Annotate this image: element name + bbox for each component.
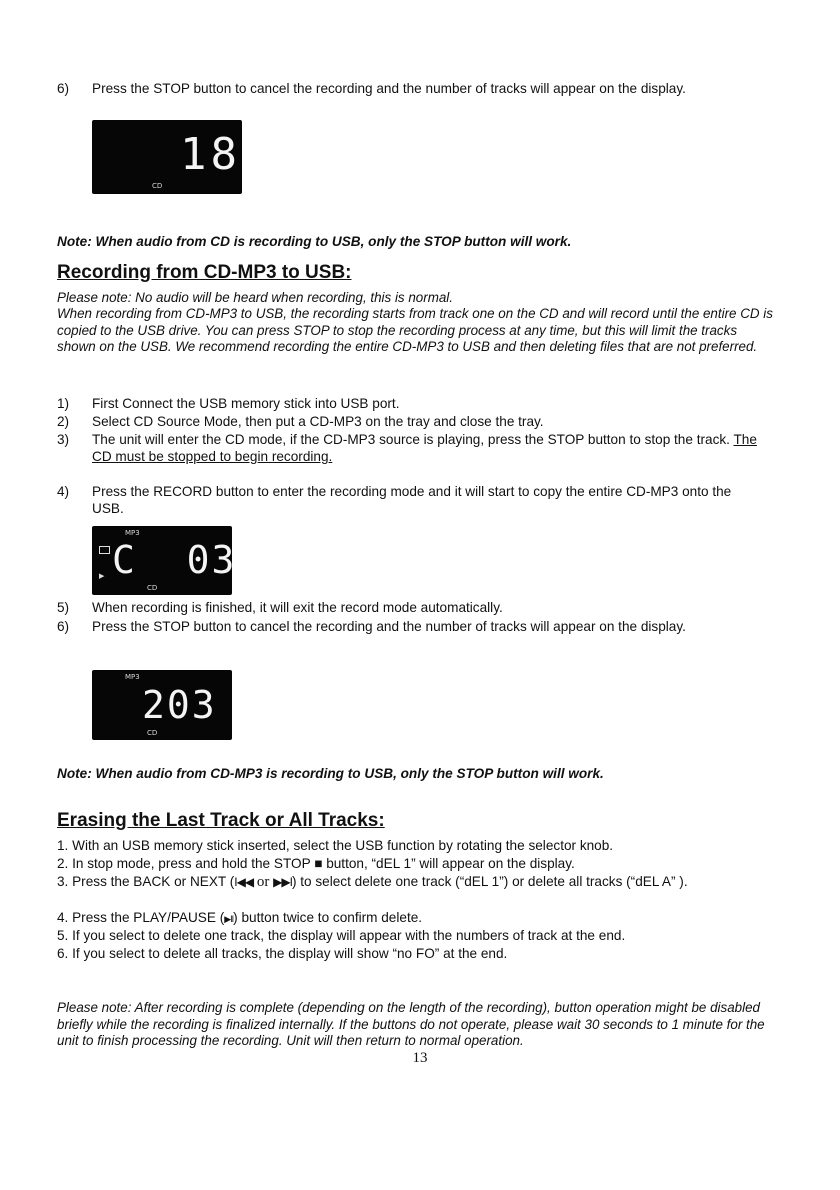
final-note: Please note: After recording is complete (depending on the length of the recording), button operation might be disabled briefly while the recording is finalized internally. If the buttons do not operate, please wait 30 seconds to 1 minute for the unit to finish processing the recording. Unit will then return to normal operation. — [57, 1000, 765, 1048]
play-pause-icon: ▶II — [224, 914, 234, 924]
step-text: When recording is finished, it will exit the record mode automatically. — [92, 600, 503, 615]
step-number: 6) — [57, 81, 70, 96]
next-track-icon: ▶▶I — [273, 875, 292, 889]
step-number: 2) — [57, 414, 70, 429]
step-text — [92, 431, 777, 465]
erase-step-3-text: 3. Press the BACK or NEXT ( — [57, 874, 235, 889]
erase-step-2-text-end: button, “dEL 1” will appear on the display. — [326, 856, 575, 871]
erase-step-1: 1. With an USB memory stick inserted, select the USB function by rotating the selector knob. — [57, 838, 614, 853]
erase-step-2-text: 2. In stop mode, press and hold the STOP — [57, 856, 311, 871]
step-4 — [57, 483, 777, 517]
heading-recording-mp3: Recording from CD-MP3 to USB: — [57, 262, 352, 283]
step-2 — [57, 413, 777, 430]
lcd-mp3-label: MP3 — [125, 529, 140, 537]
erase-step-4 — [57, 909, 787, 928]
step-number: 4) — [57, 484, 70, 499]
step-text-underlined: The CD must be stopped to begin recording. — [92, 432, 757, 464]
erase-step-5: 5. If you select to delete one track, the display will appear with the numbers of track at the end. — [57, 928, 626, 943]
step-1 — [57, 395, 777, 412]
step-6-top — [57, 80, 777, 97]
step-3 — [57, 431, 777, 465]
step-text: Press the STOP button to cancel the recording and the number of tracks will appear on the display. — [92, 81, 686, 96]
page-number: 13 — [412, 1050, 428, 1066]
erase-step-3-text-end: ) to select delete one track (“dEL 1”) or delete all tracks (“dEL A” ). — [291, 874, 688, 889]
lcd-play-icon: ▶ — [99, 573, 105, 580]
step-6 — [57, 618, 777, 635]
lcd-cd-label: CD — [147, 729, 158, 737]
step-text: Select CD Source Mode, then put a CD-MP3 on the tray and close the tray. — [92, 414, 544, 429]
lcd-record-icon — [99, 546, 110, 554]
erase-step-4-text-end: ) button twice to confirm delete. — [233, 910, 423, 925]
erase-step-6: 6. If you select to delete all tracks, the display will show “no FO” at the end. — [57, 946, 508, 961]
lcd-mp3-label: MP3 — [125, 673, 140, 681]
heading-erasing: Erasing the Last Track or All Tracks: — [57, 810, 385, 831]
step-text: Press the STOP button to cancel the recording and the number of tracks will appear on the display. — [92, 619, 686, 634]
lcd-display-c03 — [92, 526, 237, 595]
step-text: First Connect the USB memory stick into USB port. — [92, 396, 400, 411]
lcd-digits: 18 — [180, 129, 241, 180]
step-5 — [57, 599, 777, 616]
stop-icon: ■ — [314, 856, 323, 871]
lcd-display-18 — [92, 120, 242, 194]
lcd-digits: C 03 — [112, 538, 237, 582]
lcd-display-203 — [92, 670, 232, 740]
note-mp3: Note: When audio from CD-MP3 is recording to USB, only the STOP button will work. — [57, 766, 604, 781]
erase-step-2 — [57, 855, 787, 872]
note-cd: Note: When audio from CD is recording to USB, only the STOP button will work. — [57, 234, 572, 249]
erase-step-3 — [57, 873, 787, 891]
step-number: 6) — [57, 619, 70, 634]
erase-step-4-text: 4. Press the PLAY/PAUSE ( — [57, 910, 225, 925]
previous-track-icon: I◀◀ — [234, 875, 254, 889]
step-number: 5) — [57, 600, 70, 615]
lcd-cd-label: CD — [152, 182, 163, 190]
step-text: Press the RECORD button to enter the recording mode and it will start to copy the entire CD-MP3 onto the USB. — [92, 484, 732, 516]
intro-note: Please note: No audio will be heard when recording, this is normal. — [57, 290, 453, 305]
lcd-digits: 203 — [142, 683, 217, 727]
step-number: 3) — [57, 432, 70, 447]
lcd-cd-label: CD — [147, 584, 158, 592]
or-text: or — [256, 874, 270, 890]
intro-paragraph: When recording from CD-MP3 to USB, the recording starts from track one on the CD and will record until the entire CD is copied to the USB drive. You can press STOP to stop the recording process at any time, but this will limit the tracks shown on the USB. We recommend recording the entire CD-MP3 to USB and then deleting files that are not preferred. — [57, 306, 773, 354]
step-number: 1) — [57, 396, 70, 411]
step-text-main: The unit will enter the CD mode, if the CD-MP3 source is playing, press the STOP button to stop the track. — [92, 432, 730, 447]
